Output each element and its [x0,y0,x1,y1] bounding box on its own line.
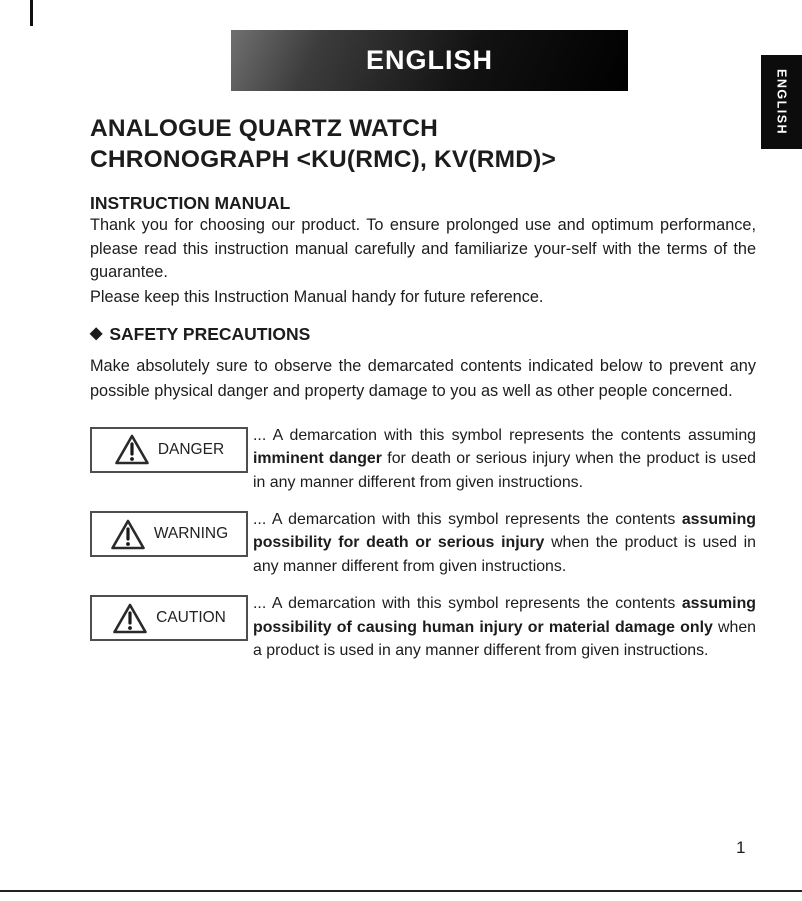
danger-text-bold: imminent danger [253,450,382,468]
warning-text-bold: assuming possibility for death or serious injury [253,511,756,552]
danger-description [253,424,756,494]
warning-triangle-icon [112,602,148,635]
page-content [90,113,756,676]
side-tab-label: ENGLISH [774,68,789,136]
scan-edge-mark [30,0,33,26]
safety-precautions-heading [90,324,756,345]
danger-label: DANGER [157,440,225,458]
product-title-line1: ANALOGUE QUARTZ WATCH [90,115,439,142]
caution-label: CAUTION [156,609,226,627]
english-side-tab [761,55,802,149]
warning-box [90,511,248,557]
warning-description [253,508,756,578]
instruction-manual-heading: INSTRUCTION MANUAL [90,193,291,213]
product-title-line2: CHRONOGRAPH <KU(RMC), KV(RMD)> [90,146,557,173]
product-title [90,113,756,175]
intro-paragraph: Thank you for choosing our product. To ensure prolonged use and optimum performance, please read this instruction manual carefully and familiarize your-self with the terms of the guarantee. [90,216,756,282]
caution-text-bold: assuming possibility of causing human injury or material damage only [253,595,756,636]
diamond-bullet-icon: ◆ [90,325,103,343]
english-banner [231,30,628,91]
caution-box [90,595,248,641]
danger-text-pre: ... A demarcation with this symbol represents the contents assuming [253,426,756,444]
page-number: 1 [736,838,746,857]
caution-text-post: when a product is used in any manner different from given instructions. [253,618,756,660]
warning-legend [90,424,756,663]
caution-row [90,592,756,662]
danger-row [90,424,756,494]
banner-label: ENGLISH [365,45,493,75]
warning-text-post: when the product is used in any manner different from given instructions. [253,534,757,575]
caution-description [253,592,756,662]
warning-text-pre: ... A demarcation with this symbol represents the contents [253,511,682,528]
caution-text-pre: ... A demarcation with this symbol represents the contents [253,595,682,613]
bottom-rule [0,890,802,892]
danger-text-post: for death or serious injury when the product is used in any manner different from given instructions. [253,450,756,491]
warning-triangle-icon [110,518,146,551]
warning-row [90,508,756,578]
safety-paragraph: Make absolutely sure to observe the demarcated contents indicated below to prevent any possible physical danger and property damage to you as well as other people concerned. [90,356,756,401]
keep-manual-note: Please keep this Instruction Manual handy for future reference. [90,287,544,306]
safety-precautions-heading-label: SAFETY PRECAUTIONS [109,323,311,344]
warning-triangle-icon [114,433,150,466]
danger-box [90,427,248,473]
warning-label: WARNING [153,525,229,542]
